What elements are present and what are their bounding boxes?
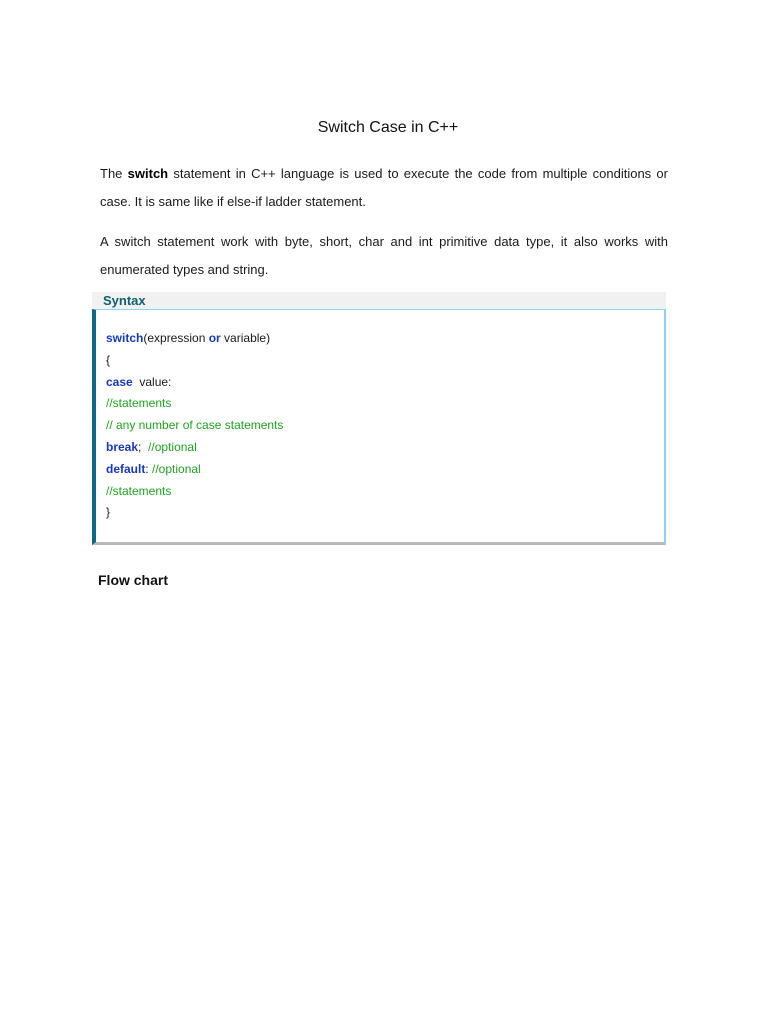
switch-keyword-bold: switch — [127, 166, 169, 181]
code-line-comment — [106, 393, 283, 415]
syntax-header — [92, 292, 666, 309]
code-text: ; — [138, 439, 149, 454]
code-line-comment — [106, 481, 283, 503]
keyword-break: break — [106, 439, 139, 454]
code-text: variable) — [220, 331, 271, 345]
data-types-paragraph: A switch statement work with byte, short, char and int primitive data type, it also works with enumerated types and string. — [100, 234, 668, 277]
code-text: } — [106, 505, 111, 520]
keyword-switch: switch — [106, 331, 144, 345]
code-line-open-brace — [106, 350, 283, 372]
code-line-comment — [106, 415, 283, 437]
code-text: (expression — [143, 331, 209, 345]
flow-chart-heading: Flow chart — [98, 572, 169, 588]
intro-text-rest: statement in C++ language is used to execute the code from multiple conditions or case. It is same like if else-if ladder statement. — [100, 166, 668, 209]
syntax-label: Syntax — [103, 293, 146, 308]
code-text: : — [145, 461, 153, 476]
code-line-close-brace — [106, 502, 283, 524]
code-comment: //statements — [106, 483, 172, 498]
code-line-default — [106, 459, 283, 481]
code-lines — [106, 328, 283, 524]
keyword-or: or — [208, 331, 221, 345]
code-comment: //optional — [148, 439, 197, 454]
code-line-switch — [106, 328, 283, 350]
code-line-case — [106, 372, 283, 394]
code-text: value: — [132, 374, 172, 389]
code-comment: // any number of case statements — [106, 418, 284, 433]
code-block — [92, 309, 666, 545]
code-comment: //statements — [106, 396, 172, 411]
code-comment: //optional — [152, 461, 201, 476]
page-title: Switch Case in C++ — [317, 119, 459, 136]
intro-text-start: The — [100, 166, 128, 181]
keyword-default: default — [106, 461, 146, 476]
code-line-break — [106, 437, 283, 459]
intro-paragraph — [100, 160, 668, 216]
keyword-case: case — [106, 374, 133, 389]
code-text: { — [106, 352, 111, 367]
